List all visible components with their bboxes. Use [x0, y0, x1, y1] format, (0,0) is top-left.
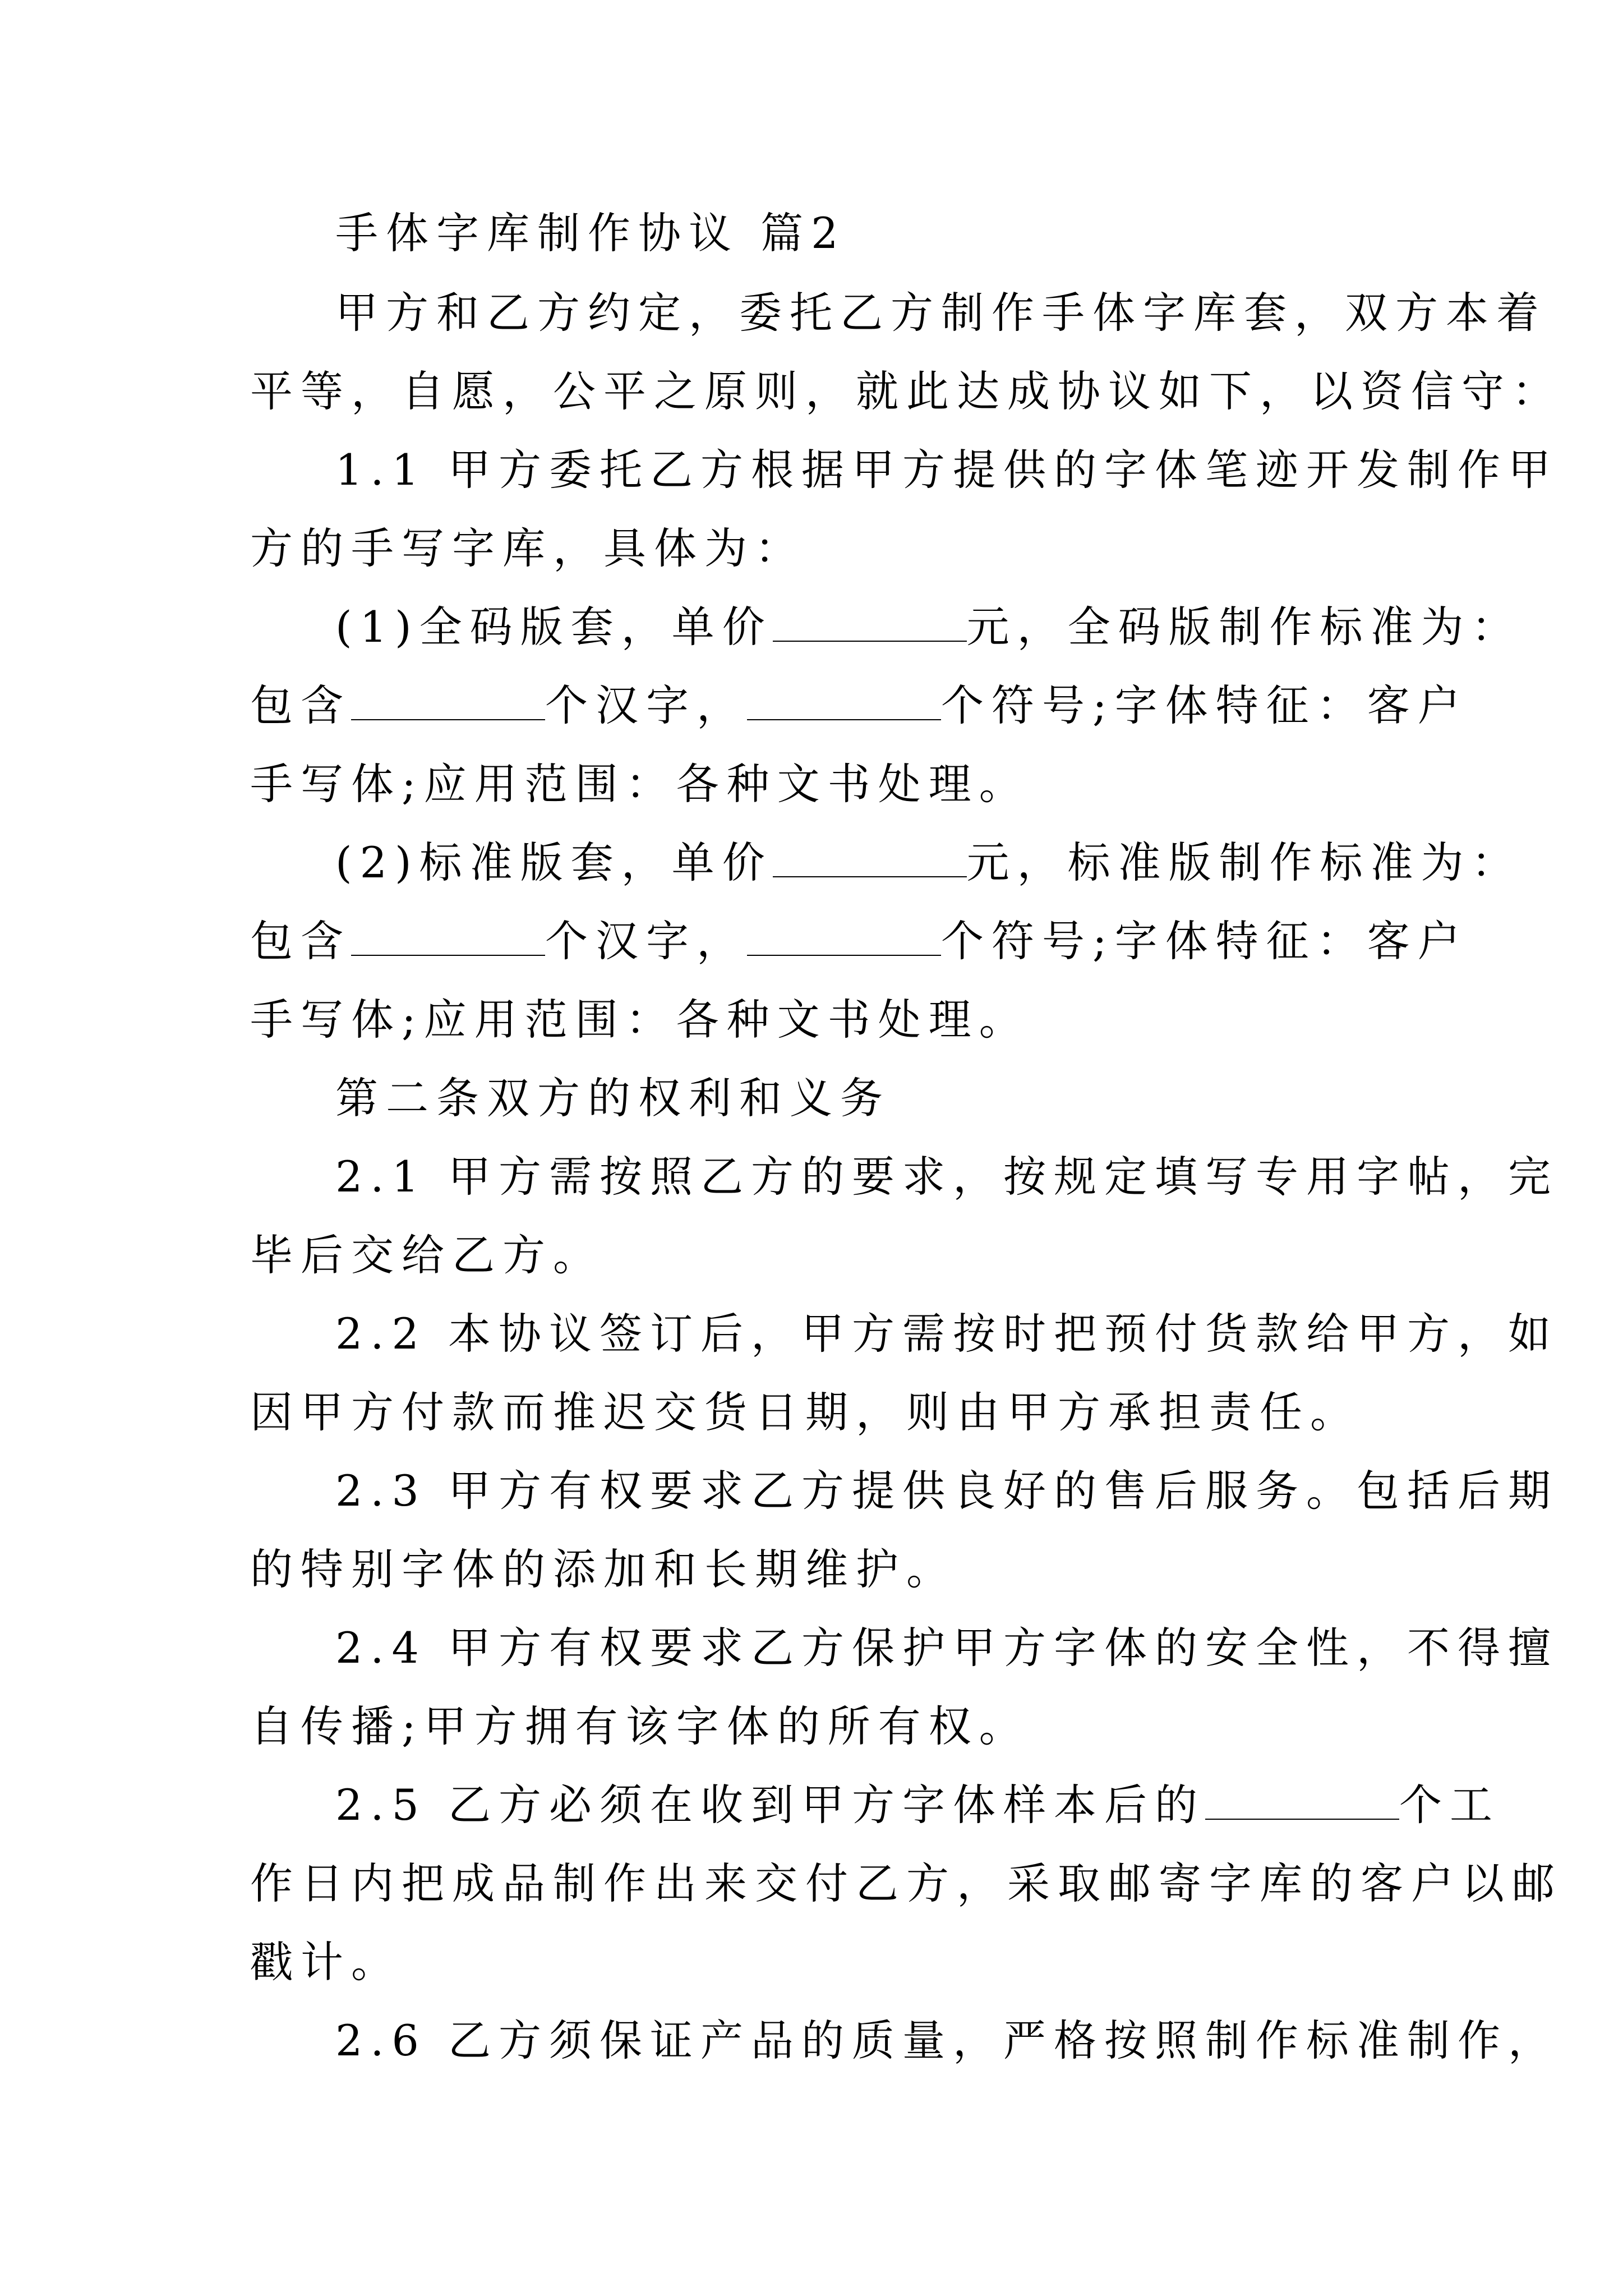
- section-heading: 第二条双方的权利和义务: [335, 1073, 891, 1123]
- paragraph-line: 手写体;应用范围：各种文书处理。: [250, 759, 1030, 809]
- fill-blank: [773, 607, 967, 642]
- paragraph-line: 2.4 甲方有权要求乙方保护甲方字体的安全性，不得擅: [335, 1623, 1559, 1673]
- text-segment: 2.5 乙方必须在收到甲方字体样本后的: [335, 1780, 1206, 1830]
- fill-blank: [1205, 1785, 1399, 1820]
- paragraph-line: [250, 680, 1468, 730]
- paragraph-line: [335, 838, 1522, 887]
- text-segment: 个工: [1399, 1780, 1501, 1830]
- text-segment: 个符号;字体特征：客户: [941, 680, 1468, 730]
- paragraph-line: 作日内把成品制作出来交付乙方，采取邮寄字库的客户以邮: [250, 1858, 1562, 1908]
- paragraph-line: 自传播;甲方拥有该字体的所有权。: [250, 1701, 1030, 1751]
- paragraph-line: 毕后交给乙方。: [250, 1230, 603, 1280]
- fill-blank: [747, 921, 941, 956]
- text-segment: 包含: [250, 916, 351, 966]
- paragraph-line: 1.1 甲方委托乙方根据甲方提供的字体笔迹开发制作甲: [335, 445, 1559, 495]
- text-segment: 元，全码版制作标准为：: [966, 602, 1522, 652]
- fill-blank: [773, 843, 967, 877]
- fill-blank: [351, 685, 545, 720]
- paragraph-line: 的特别字体的添加和长期维护。: [250, 1544, 957, 1594]
- text-segment: 包含: [250, 680, 351, 730]
- paragraph-line: 手写体;应用范围：各种文书处理。: [250, 995, 1030, 1045]
- text-segment: 个汉字，: [545, 916, 747, 966]
- paragraph-line: 2.6 乙方须保证产品的质量，严格按照制作标准制作，: [335, 2016, 1559, 2065]
- paragraph-line: [335, 602, 1522, 652]
- text-segment: 个符号;字体特征：客户: [941, 916, 1468, 966]
- text-segment: (1)全码版套，单价: [335, 602, 773, 652]
- paragraph-line: [335, 1780, 1501, 1830]
- paragraph-line: [250, 916, 1468, 966]
- paragraph-line: 因甲方付款而推迟交货日期，则由甲方承担责任。: [250, 1387, 1361, 1437]
- text-segment: 元，标准版制作标准为：: [966, 838, 1522, 887]
- fill-blank: [351, 921, 545, 956]
- text-segment: (2)标准版套，单价: [335, 838, 773, 887]
- paragraph-line: 2.1 甲方需按照乙方的要求，按规定填写专用字帖，完: [335, 1152, 1559, 1202]
- paragraph-line: 戳计。: [250, 1937, 402, 1987]
- paragraph-line: 方的手写字库，具体为：: [250, 523, 805, 573]
- paragraph-line: 甲方和乙方约定，委托乙方制作手体字库套，双方本着: [335, 288, 1547, 338]
- paragraph-line: 2.3 甲方有权要求乙方提供良好的售后服务。包括后期: [335, 1466, 1559, 1516]
- paragraph-line: 2.2 本协议签订后，甲方需按时把预付货款给甲方，如: [335, 1309, 1559, 1359]
- document-title: 手体字库制作协议 篇2: [335, 208, 846, 258]
- paragraph-line: 平等，自愿，公平之原则，就此达成协议如下，以资信守：: [250, 366, 1562, 416]
- fill-blank: [747, 685, 941, 720]
- text-segment: 个汉字，: [545, 680, 747, 730]
